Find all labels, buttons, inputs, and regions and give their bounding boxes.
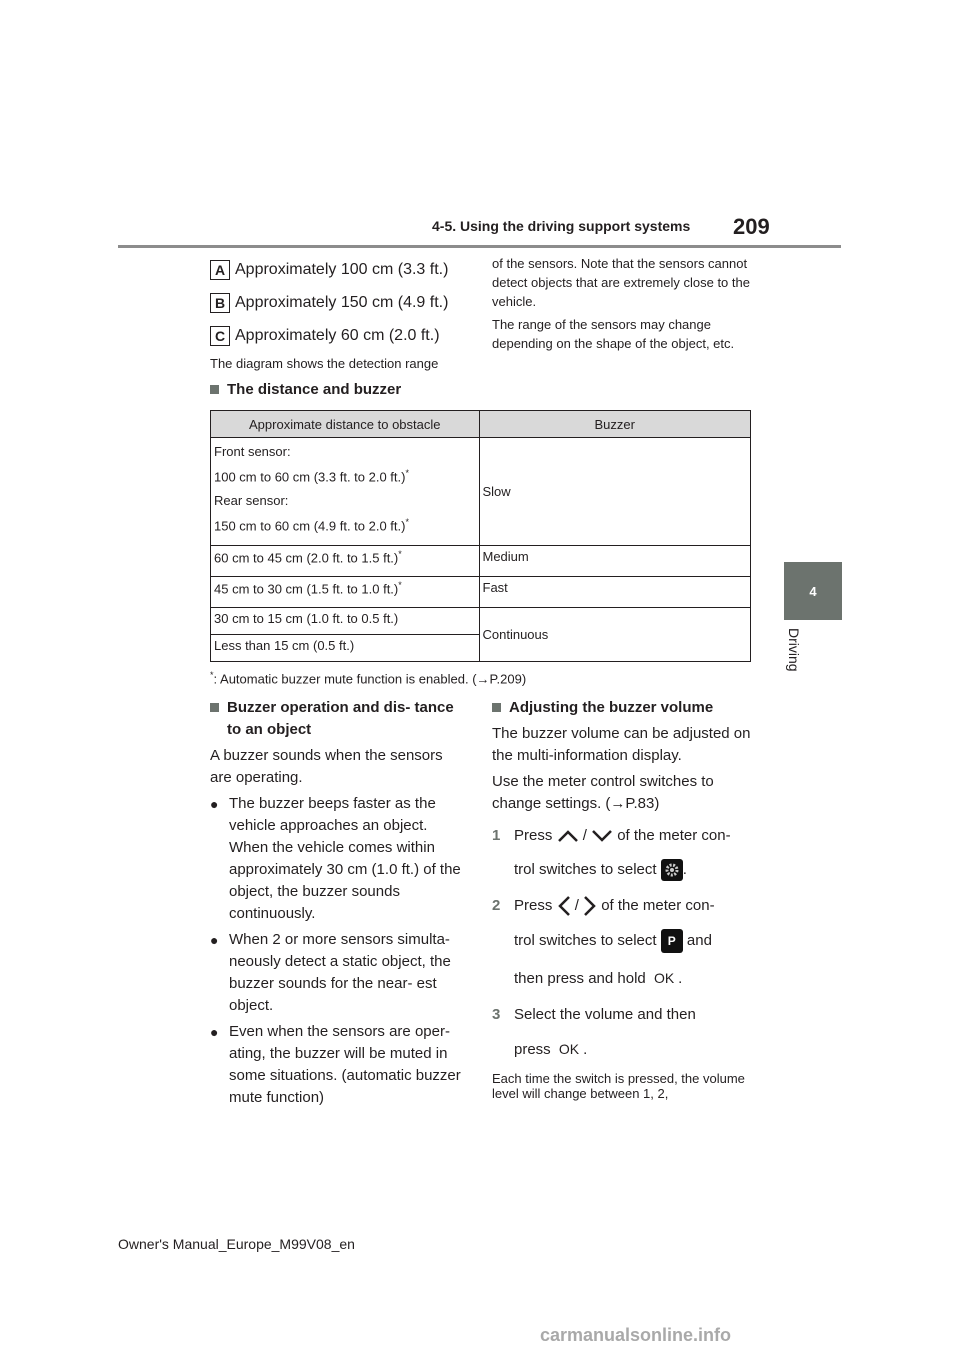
distance-buzzer-table [210,410,751,662]
bullet-icon: ● [210,1024,219,1040]
legend-letter: A [210,260,230,280]
square-bullet-icon [210,385,219,394]
rear-sensor-label: Rear sensor: [214,493,289,509]
front-range: 100 cm to 60 cm (3.3 ft. to 2.0 ft.) [214,469,406,485]
page-number: 209 [733,214,770,239]
square-bullet-icon [210,703,219,712]
parking-sensor-icon: P [661,929,683,953]
buzzer-cell: Continuous [479,608,751,662]
table-row [211,577,751,608]
table-row [211,546,751,577]
buzzer-operation-section [210,697,465,1109]
buzzer-intro: A buzzer sounds when the sensors are operating. [210,747,443,786]
step-3: 3 Select the volume and then press OK . [492,1006,696,1059]
column-header: Buzzer [479,411,751,438]
legend-letter: C [210,326,230,346]
buzzer-operation-heading: Buzzer operation and dis- tance to an object [210,697,465,741]
square-bullet-icon [492,703,501,712]
buzzer-cell: Slow [479,438,751,546]
volume-note: Each time the switch is pressed, the volume level will change between 1, 2, [492,1071,745,1102]
buzzer-cell: Fast [479,577,751,608]
list-item: ● Even when the sensors are oper- ating, the buzzer will be muted in some situations. (automatic buzzer mute function) [210,1021,465,1109]
distance-cell: Less than 15 cm (0.5 ft.) [211,635,480,662]
table-header-row [211,411,751,438]
footnote-mark: * [405,517,409,528]
bullet-icon: ● [210,932,219,948]
section-title: 4-5. Using the driving support systems [432,218,691,234]
step-1: 1 Press / of the meter con- trol switches to select . [492,825,754,881]
chevron-up-icon [557,829,579,843]
distance-cell: 60 cm to 45 cm (2.0 ft. to 1.5 ft.)* [211,546,480,577]
header-divider [118,245,841,248]
legend-item-a [210,260,448,280]
list-item: ● The buzzer beeps faster as the vehicle approaches an object. When the vehicle comes within approximately 30 cm (1.0 ft.) of the object, the buzzer sounds continuously. [210,793,465,925]
list-item: ● When 2 or more sensors simulta- neously detect a static object, the buzzer sounds for the near- est object. [210,929,465,1017]
chevron-down-icon [591,829,613,843]
ok-button-icon: OK [558,1041,580,1058]
legend-item-b [210,293,448,313]
table-row [211,608,751,635]
buzzer-cell: Medium [479,546,751,577]
legend-text: Approximately 60 cm (2.0 ft.) [235,327,440,344]
adjust-volume-section [492,697,754,1101]
chevron-left-icon [557,895,571,917]
diagram-note: The diagram shows the detection range [210,356,439,371]
chapter-label [780,628,802,688]
step-2: 2 Press / of the meter con- trol switches to select P and then press and hold OK . [492,897,715,988]
footnote-mark: * [398,580,402,590]
legend-text: Approximately 100 cm (3.3 ft.) [235,261,449,278]
footer-manual-id: Owner's Manual_Europe_M99V08_en [118,1236,355,1252]
rear-range: 150 cm to 60 cm (4.9 ft. to 2.0 ft.) [214,518,406,534]
chapter-label-text: Driving [786,628,802,672]
sensor-range-paragraph: The range of the sensors may change depending on the shape of the object, etc. [492,317,735,351]
sensor-note-paragraph: of the sensors. Note that the sensors cannot detect objects that are extremely close to the vehicle. [492,256,750,309]
front-sensor-label: Front sensor: [214,444,291,459]
table-row [211,438,751,546]
chapter-tab: 4 [784,562,842,620]
footnote-mark: * [405,468,409,478]
footnote-mark: * [398,549,402,559]
distance-heading: The distance and buzzer [210,381,401,398]
adjust-paragraph: The buzzer volume can be adjusted on the multi-information display. [492,725,751,764]
legend-letter: B [210,293,230,313]
ok-button-icon: OK [653,970,675,987]
adjust-paragraph: Use the meter control switches to change settings. (→P.83) [492,773,714,812]
table-footnote: *: Automatic buzzer mute function is enabled. (→P.209) [210,670,527,687]
distance-cell: 30 cm to 15 cm (1.0 ft. to 0.5 ft.) [211,608,480,635]
adjust-volume-heading: Adjusting the buzzer volume [492,697,754,719]
distance-cell: 45 cm to 30 cm (1.5 ft. to 1.0 ft.)* [211,577,480,608]
distance-cell [211,438,480,546]
watermark: carmanualsonline.info [540,1325,732,1345]
column-header: Approximate distance to obstacle [211,411,480,438]
gear-icon [661,859,683,881]
legend-item-c [210,326,440,346]
bullet-icon: ● [210,796,219,812]
chevron-right-icon [583,895,597,917]
legend-text: Approximately 150 cm (4.9 ft.) [235,294,449,311]
